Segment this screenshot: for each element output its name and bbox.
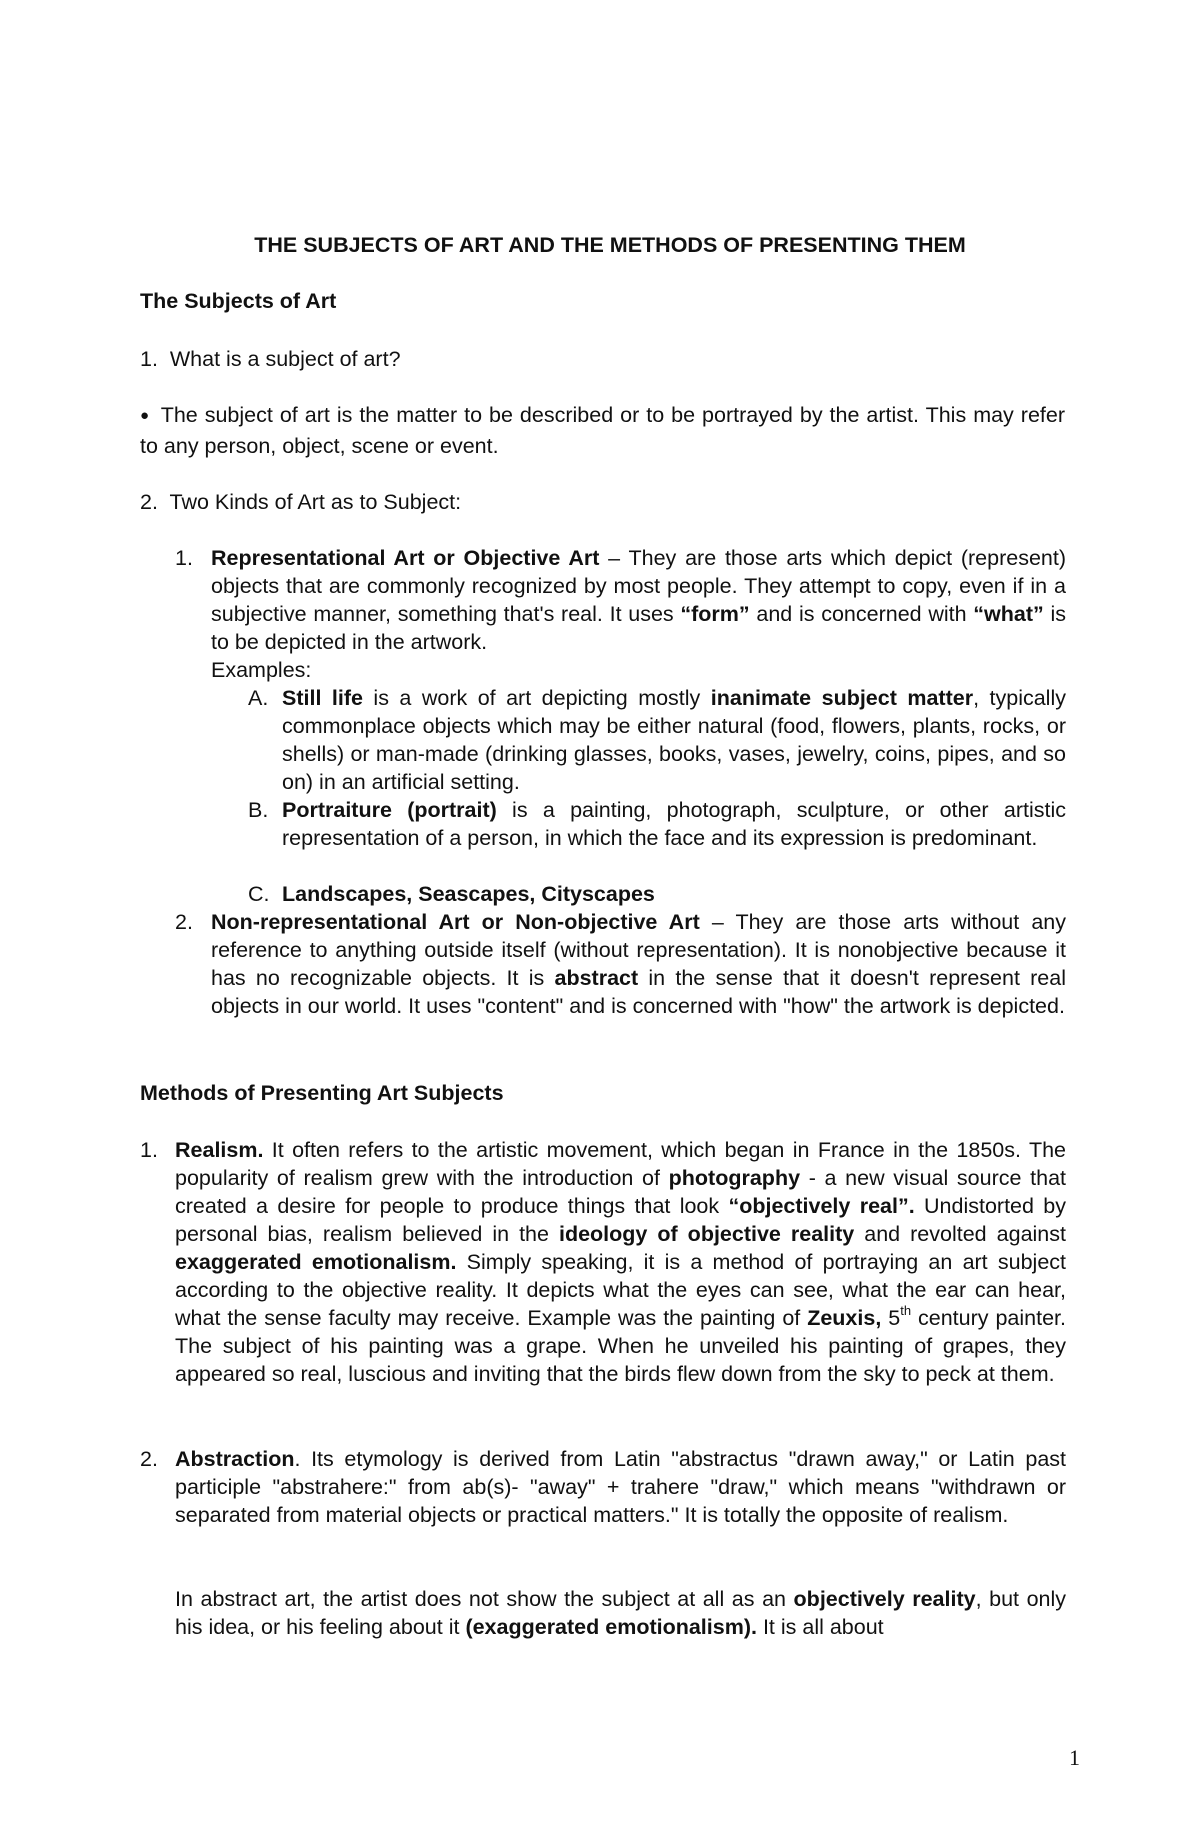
exaggerated-term: exaggerated emotionalism.	[175, 1250, 457, 1274]
realism-term: Realism.	[175, 1138, 264, 1162]
example-a-text	[282, 684, 1066, 796]
bullet-paragraph	[140, 401, 1065, 460]
question-1-text: What is a subject of art?	[169, 347, 401, 371]
objectively-reality-term: objectively reality	[793, 1587, 976, 1611]
example-b-text	[282, 796, 1066, 852]
example-b-label: B.	[248, 798, 269, 822]
inanimate-term: inanimate subject matter	[710, 686, 974, 710]
superscript-th: th	[900, 1302, 912, 1318]
abstract-term: abstract	[554, 966, 639, 990]
method-1-text-4: and revolted against	[854, 1222, 1066, 1246]
zeuxis-term: Zeuxis,	[807, 1306, 882, 1330]
method-1-text-5: Simply speaking, it is a method of portraying an art subject according to the objective reality. It depicts what the eyes can see, what the ear can hear, what the sense faculty may receive. Example was the painting of	[175, 1250, 1066, 1330]
document-title: THE SUBJECTS OF ART AND THE METHODS OF PRESENTING THEM	[254, 233, 966, 257]
photography-term: photography	[668, 1166, 801, 1190]
portraiture-term: Portraiture (portrait)	[282, 798, 497, 822]
examples-label: Examples:	[211, 658, 312, 682]
kind-2-paragraph	[211, 908, 1066, 1020]
kind-2-term: Non-representational Art or Non-objective Art	[211, 910, 700, 934]
kind-1-number: 1.	[175, 546, 193, 570]
abstraction-term: Abstraction	[175, 1447, 295, 1471]
section-heading-subjects: The Subjects of Art	[140, 289, 337, 313]
kind-1-text-2: and is concerned with	[749, 602, 974, 626]
method-2-p2-text: In abstract art, the artist does not show the subject at all as an	[175, 1587, 794, 1611]
method-1-number: 1.	[140, 1138, 158, 1162]
what-term: “what”	[973, 602, 1044, 626]
method-1-text-7: century painter. The subject of his painting was a grape. When he unveiled his painting of grapes, they appeared so real, luscious and inviting that the birds flew down from the sky to peck at them.	[175, 1306, 1066, 1386]
kind-1-paragraph	[211, 544, 1066, 656]
example-a-label: A.	[248, 686, 269, 710]
method-1-text-2: - a new visual source that created a desire for people to produce things that look	[175, 1166, 1066, 1218]
kind-2-text-2: in the sense that it doesn't represent real objects in our world. It uses "content" and is concerned with "how" the artwork is depicted.	[211, 966, 1067, 1018]
example-a-body: is a work of art depicting mostly	[362, 686, 711, 710]
form-term: “form”	[680, 602, 750, 626]
bullet-text: The subject of art is the matter to be described or to be portrayed by the artist. This may refer to any person, object, scene or event.	[140, 403, 1066, 458]
method-2-p2-text-3: It is all about	[756, 1615, 884, 1639]
method-2-paragraph-2	[175, 1585, 1066, 1641]
method-2-paragraph	[175, 1445, 1066, 1529]
method-2-number: 2.	[140, 1447, 158, 1471]
method-1-text-6: 5	[881, 1306, 901, 1330]
method-2-text: . Its etymology is derived from Latin "abstractus "drawn away," or Latin past participle "abstrahere:" from ab(s)- "away" + trahere "draw," which means "withdrawn or separated from material objects or practical matters." It is totally the opposite of realism.	[175, 1447, 1066, 1527]
section-heading-methods: Methods of Presenting Art Subjects	[140, 1081, 504, 1105]
method-1-text-3: Undistorted by personal bias, realism believed in the	[175, 1194, 1066, 1246]
example-c-text	[282, 880, 655, 908]
example-c-label: C.	[248, 882, 270, 906]
question-2-text: Two Kinds of Art as to Subject:	[169, 490, 462, 514]
bullet-icon: ●	[140, 407, 151, 424]
kind-2-text: – They are those arts without any reference to anything outside itself (without representation). It is nonobjective because it has no recognizable objects. It is	[211, 910, 1066, 990]
kind-1-term: Representational Art or Objective Art	[211, 546, 600, 570]
example-b-body: is a painting, photograph, sculpture, or other artistic representation of a person, in which the face and its expression is predominant.	[282, 798, 1066, 850]
question-1-number: 1.	[140, 347, 158, 371]
kind-1-text-3: is to be depicted in the artwork.	[211, 602, 1067, 654]
kind-2-number: 2.	[175, 910, 193, 934]
kind-1-text: – They are those arts which depict (represent) objects that are commonly recognized by most people. They attempt to copy, even if in a subjective manner, something that's real. It uses	[211, 546, 1066, 626]
example-a-body-2: , typically commonplace objects which may be either natural (food, flowers, plants, rocks, or shells) or man-made (drinking glasses, books, vases, jewelry, coins, pipes, and so on) in an artificial setting.	[282, 686, 1066, 794]
method-2-p2-text-2: , but only his idea, or his feeling about it	[175, 1587, 1067, 1639]
question-1	[140, 345, 401, 373]
ideology-term: ideology of objective reality	[558, 1222, 855, 1246]
question-2	[140, 488, 461, 516]
still-life-term: Still life	[282, 686, 363, 710]
page-number: 1	[1069, 1745, 1080, 1770]
objectively-real-term: “objectively real”.	[728, 1194, 915, 1218]
exaggerated-emotionalism-term: (exaggerated emotionalism).	[465, 1615, 757, 1639]
question-2-number: 2.	[140, 490, 158, 514]
method-1-paragraph	[175, 1136, 1066, 1388]
landscapes-term: Landscapes, Seascapes, Cityscapes	[282, 882, 655, 906]
method-1-text: It often refers to the artistic movement, which began in France in the 1850s. The popularity of realism grew with the introduction of	[175, 1138, 1066, 1190]
